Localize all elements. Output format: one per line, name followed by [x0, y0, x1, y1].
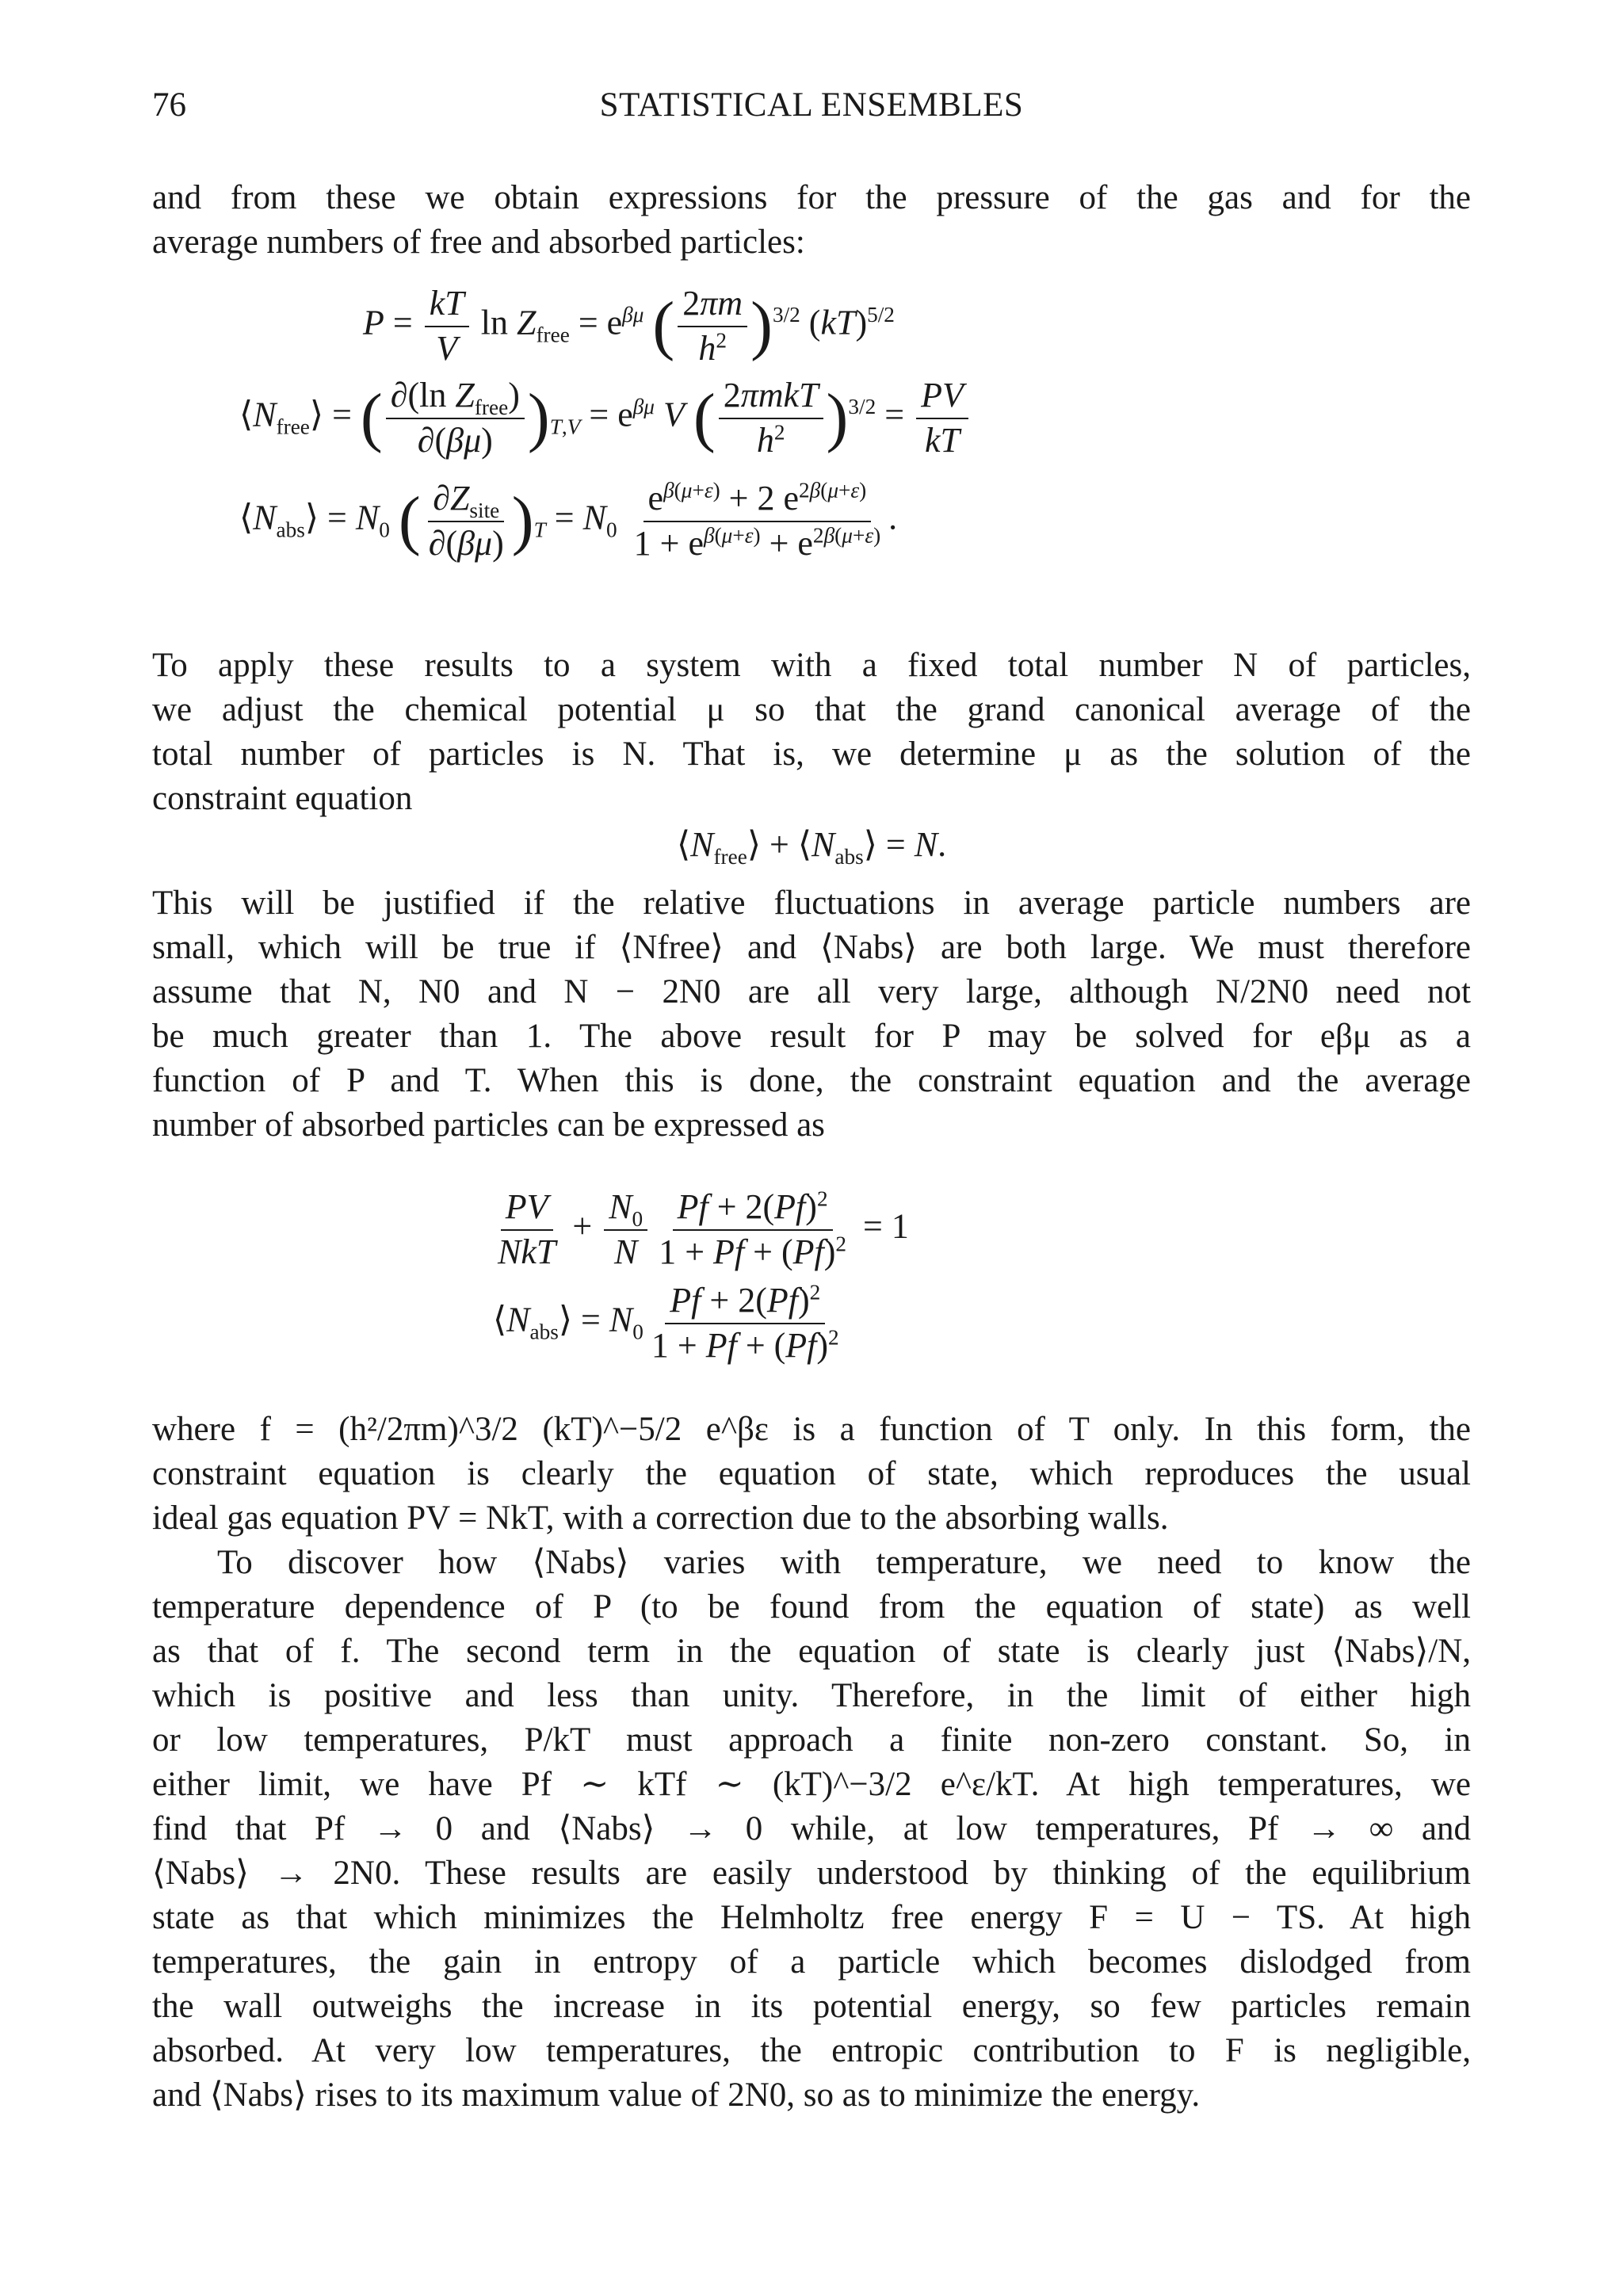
text-line: constraint equation — [152, 780, 413, 817]
equation-nfree: $⟨N_{free}⟩$ = ( $\frac{\partial(\ln Z_{free})}{\partial(\beta\mu)}$ )$_{T,V} = e^{\beta\mu}$ V ( $\frac{\text{2πmkT}}{h^2}$ )$^{3/2}$ = $\frac{PV}{kT}$ — [0, 366, 1623, 461]
paragraph-fluctuations — [152, 881, 1471, 1148]
text-line: average numbers of free and absorbed particles: — [152, 223, 805, 261]
text-line: the wall outweighs the increase in its potential energy, so few particles remain — [152, 1988, 1471, 2025]
equation-nabs: $⟨N_{abs}⟩ = N_0$ ( $\frac{\partial Z_{site}}{\partial(\beta\mu)}$ )$_T = N_0$ $\frac{e^{\beta(\mu+\varepsilon)} + 2 e^{2\beta(\mu+\varepsilon)}}{1 + e^{\beta(\mu+\varepsilon)} + e^{2\beta(\mu+\varepsilon)}}$ . — [239, 478, 898, 563]
text-line: number of absorbed particles can be expressed as — [152, 1106, 825, 1144]
text-line: To discover how ⟨Nabs⟩ varies with temperature, we need to know the — [217, 1544, 1471, 1581]
text-line: or low temperatures, P/kT must approach a finite non-zero constant. So, in — [152, 1721, 1471, 1759]
text-line: we adjust the chemical potential μ so that the grand canonical average of the — [152, 691, 1471, 728]
text-line: temperature dependence of P (to be found from the equation of state) as well — [152, 1588, 1471, 1626]
text-line: temperatures, the gain in entropy of a particle which becomes dislodged from — [152, 1943, 1471, 1981]
text-line: This will be justified if the relative fluctuations in average particle numbers are — [152, 884, 1471, 922]
paragraph-constraint — [152, 644, 1471, 821]
equation-pressure: P = $\frac{kT}{V}$ $\ln Z_{free} = e^{\beta\mu}$ ( $\frac{2\pi m}{h^2}$ )$^{3/2}$ (kT)$^{5/2}$ — [363, 284, 895, 368]
paragraph-where-f — [152, 1408, 1471, 1541]
paragraph-temperature — [152, 1541, 1471, 2118]
equation-of-state: $\frac{PV}{\text{NkT}}$ + $\frac{N_0}{N}$ $\frac{Pf + 2(Pf)^2}{1 + Pf + (Pf)^2}$ = 1 — [498, 1186, 909, 1271]
text-line: and ⟨Nabs⟩ rises to its maximum value of 2N0, so as to minimize the energy. — [152, 2076, 1201, 2114]
text-line: To apply these results to a system with a fixed total number N of particles, — [152, 647, 1471, 684]
paragraph-intro — [152, 176, 1471, 265]
text-line: function of P and T. When this is done, the constraint equation and the average — [152, 1062, 1471, 1099]
running-head: STATISTICAL ENSEMBLES — [599, 86, 1024, 124]
text-line: where f = (h²/2πm)^3/2 (kT)^−5/2 e^βε is a function of T only. In this form, the — [152, 1411, 1471, 1448]
eq-pressure-text — [0, 0, 1, 1]
text-line: ⟨Nabs⟩ → 2N0. These results are easily understood by thinking of the equilibrium — [152, 1855, 1471, 1892]
text-line: small, which will be true if ⟨Nfree⟩ and ⟨Nabs⟩ are both large. We must therefore — [152, 929, 1471, 966]
text-line: absorbed. At very low temperatures, the entropic contribution to F is negligible, — [152, 2032, 1471, 2069]
text-line: either limit, we have Pf ∼ kTf ∼ (kT)^−3/2 e^ε/kT. At high temperatures, we — [152, 1766, 1471, 1803]
page-number: 76 — [152, 86, 186, 124]
text-line: which is positive and less than unity. Therefore, in the limit of either high — [152, 1677, 1471, 1714]
text-line: and from these we obtain expressions for the pressure of the gas and for the — [152, 179, 1471, 216]
text-line: assume that N, N0 and N − 2N0 are all very large, although N/2N0 need not — [152, 973, 1471, 1010]
text-line: ideal gas equation PV = NkT, with a correction due to the absorbing walls. — [152, 1499, 1169, 1537]
text-line: constraint equation is clearly the equation of state, which reproduces the usual — [152, 1455, 1471, 1492]
equation-nabs-state: $⟨N_{abs}⟩ = N_0$ $\frac{Pf + 2(Pf)^2}{1 + Pf + (Pf)^2}$ — [493, 1280, 839, 1365]
equation-constraint: $⟨N_{free}⟩$ + $⟨N_{abs}⟩ = N$. — [676, 825, 947, 869]
page-header — [0, 86, 1623, 141]
text-line: find that Pf → 0 and ⟨Nabs⟩ → 0 while, at low temperatures, Pf → ∞ and — [152, 1810, 1471, 1847]
text-line: total number of particles is N. That is, we determine μ as the solution of the — [152, 735, 1471, 773]
text-line: as that of f. The second term in the equation of state is clearly just ⟨Nabs⟩/N, — [152, 1633, 1471, 1670]
text-line: state as that which minimizes the Helmholtz free energy F = U − TS. At high — [152, 1899, 1471, 1936]
text-line: be much greater than 1. The above result for P may be solved for eβμ as a — [152, 1018, 1471, 1055]
